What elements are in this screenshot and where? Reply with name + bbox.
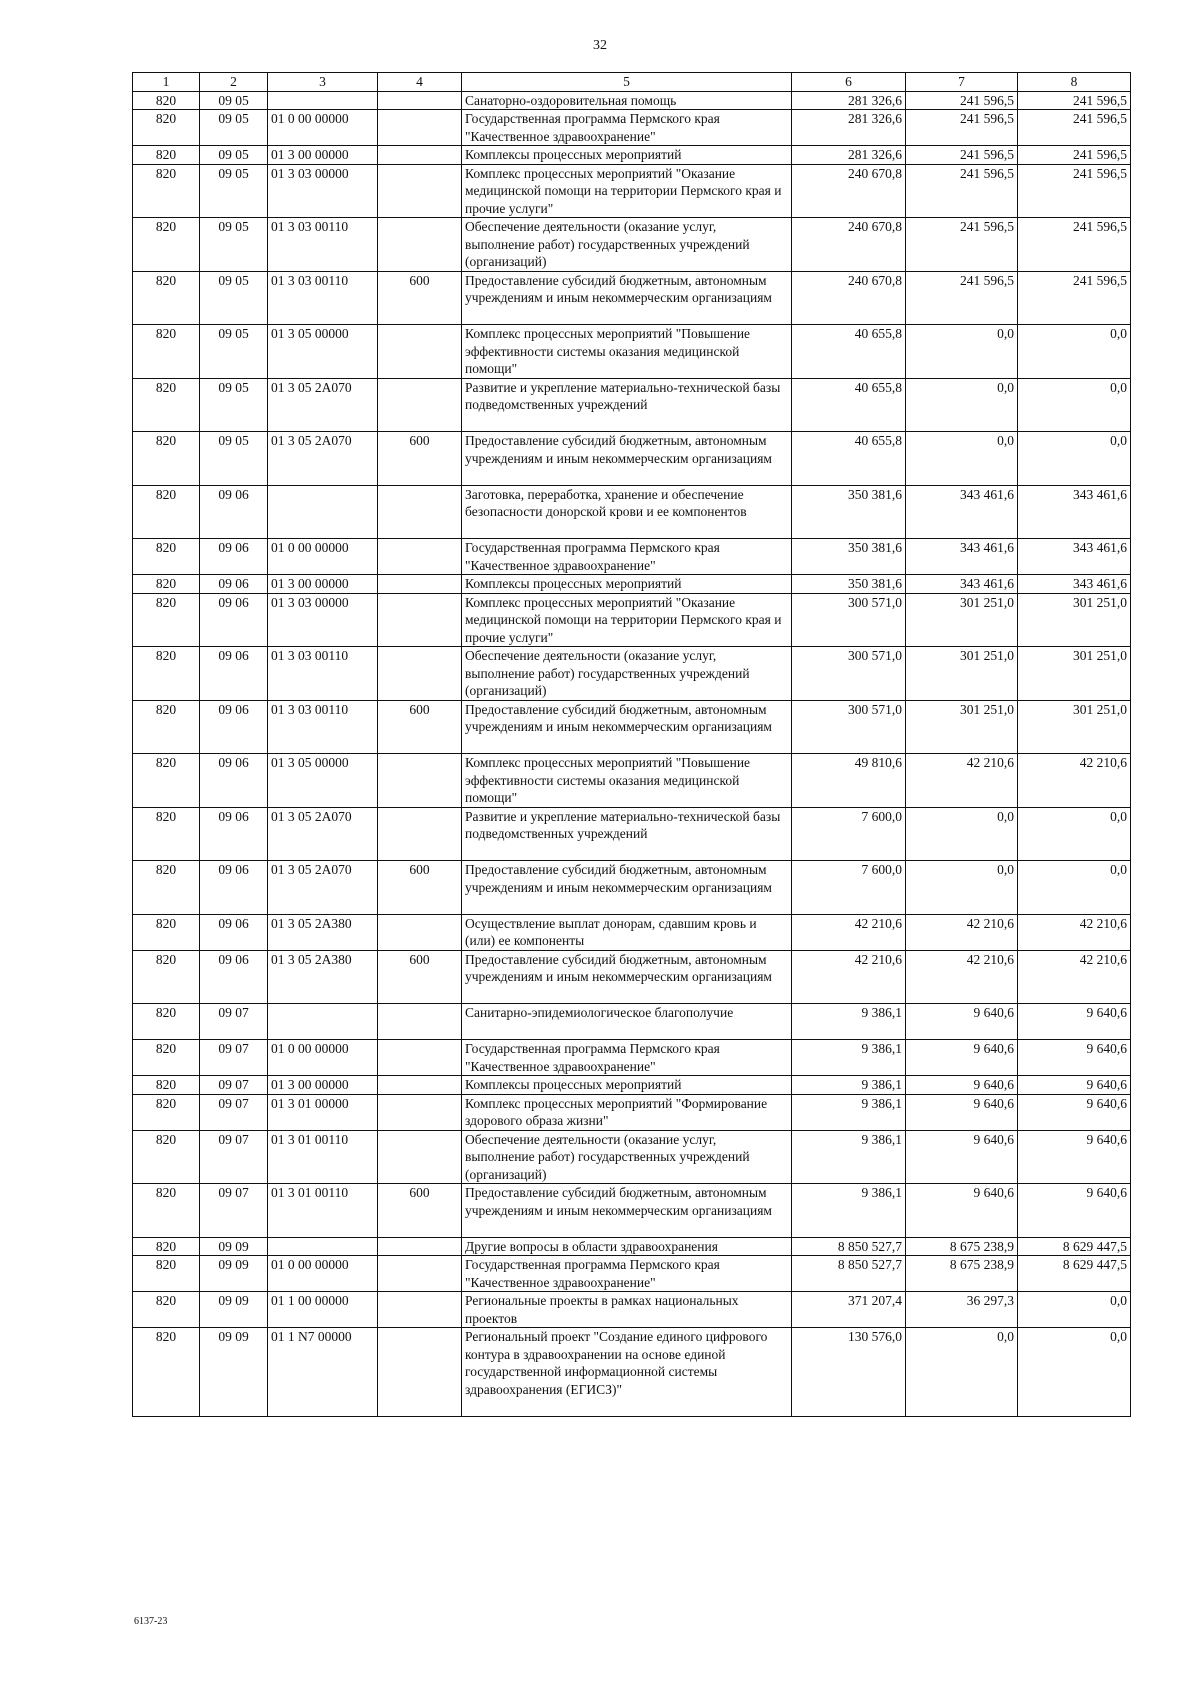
target-article-cell: 01 1 N7 00000 [268, 1328, 378, 1417]
header-row [133, 73, 1131, 92]
description-cell: Комплекс процессных мероприятий "Повышение эффективности системы оказания медицинской помощи" [462, 325, 792, 379]
header-cell: 2 [200, 73, 268, 92]
admin-code-cell: 820 [133, 485, 200, 539]
target-article-cell: 01 0 00 00000 [268, 1040, 378, 1076]
table-row [133, 539, 1131, 575]
section-cell: 09 06 [200, 861, 268, 915]
amount-year2-cell: 343 461,6 [906, 575, 1018, 594]
section-cell: 09 06 [200, 807, 268, 861]
target-article-cell: 01 3 05 00000 [268, 325, 378, 379]
amount-year1-cell: 130 576,0 [792, 1328, 906, 1417]
admin-code-cell: 820 [133, 575, 200, 594]
admin-code-cell: 820 [133, 950, 200, 1004]
admin-code-cell: 820 [133, 1076, 200, 1095]
table-row [133, 593, 1131, 647]
description-cell: Комплексы процессных мероприятий [462, 1076, 792, 1095]
amount-year2-cell: 343 461,6 [906, 485, 1018, 539]
admin-code-cell: 820 [133, 1040, 200, 1076]
section-cell: 09 05 [200, 432, 268, 486]
table-row [133, 1130, 1131, 1184]
description-cell: Региональные проекты в рамках национальных проектов [462, 1292, 792, 1328]
expense-type-cell [378, 485, 462, 539]
description-cell: Комплексы процессных мероприятий [462, 575, 792, 594]
admin-code-cell: 820 [133, 539, 200, 575]
amount-year2-cell: 36 297,3 [906, 1292, 1018, 1328]
amount-year1-cell: 40 655,8 [792, 432, 906, 486]
amount-year1-cell: 281 326,6 [792, 146, 906, 165]
amount-year1-cell: 350 381,6 [792, 485, 906, 539]
section-cell: 09 06 [200, 485, 268, 539]
target-article-cell: 01 3 03 00110 [268, 218, 378, 272]
admin-code-cell: 820 [133, 647, 200, 701]
amount-year3-cell: 42 210,6 [1018, 950, 1131, 1004]
section-cell: 09 05 [200, 91, 268, 110]
description-cell: Предоставление субсидий бюджетным, автономным учреждениям и иным некоммерческим организациям [462, 700, 792, 754]
description-cell: Обеспечение деятельности (оказание услуг, выполнение работ) государственных учреждений (организаций) [462, 647, 792, 701]
amount-year3-cell: 9 640,6 [1018, 1040, 1131, 1076]
description-cell: Санаторно-оздоровительная помощь [462, 91, 792, 110]
description-cell: Комплекс процессных мероприятий "Оказание медицинской помощи на территории Пермского края и прочие услуги" [462, 593, 792, 647]
description-cell: Государственная программа Пермского края "Качественное здравоохранение" [462, 1040, 792, 1076]
amount-year3-cell: 9 640,6 [1018, 1076, 1131, 1095]
amount-year1-cell: 9 386,1 [792, 1076, 906, 1095]
amount-year2-cell: 9 640,6 [906, 1184, 1018, 1238]
amount-year3-cell: 8 629 447,5 [1018, 1237, 1131, 1256]
target-article-cell: 01 3 05 2А380 [268, 950, 378, 1004]
expense-type-cell [378, 110, 462, 146]
amount-year1-cell: 300 571,0 [792, 593, 906, 647]
amount-year1-cell: 240 670,8 [792, 218, 906, 272]
amount-year2-cell: 343 461,6 [906, 539, 1018, 575]
section-cell: 09 06 [200, 539, 268, 575]
section-cell: 09 06 [200, 647, 268, 701]
admin-code-cell: 820 [133, 1184, 200, 1238]
table-row [133, 271, 1131, 325]
amount-year3-cell: 0,0 [1018, 807, 1131, 861]
expense-type-cell [378, 807, 462, 861]
expense-type-cell [378, 754, 462, 808]
section-cell: 09 06 [200, 754, 268, 808]
description-cell: Обеспечение деятельности (оказание услуг, выполнение работ) государственных учреждений (организаций) [462, 218, 792, 272]
target-article-cell: 01 3 01 00000 [268, 1094, 378, 1130]
target-article-cell: 01 3 01 00110 [268, 1130, 378, 1184]
table-row [133, 218, 1131, 272]
amount-year2-cell: 8 675 238,9 [906, 1237, 1018, 1256]
expense-type-cell [378, 218, 462, 272]
expense-type-cell: 600 [378, 271, 462, 325]
target-article-cell: 01 3 05 2А070 [268, 861, 378, 915]
section-cell: 09 07 [200, 1004, 268, 1040]
header-cell: 5 [462, 73, 792, 92]
expense-type-cell [378, 647, 462, 701]
target-article-cell: 01 3 03 00000 [268, 593, 378, 647]
admin-code-cell: 820 [133, 861, 200, 915]
expense-type-cell [378, 1328, 462, 1417]
expense-type-cell [378, 539, 462, 575]
expense-type-cell: 600 [378, 950, 462, 1004]
section-cell: 09 07 [200, 1094, 268, 1130]
amount-year2-cell: 9 640,6 [906, 1094, 1018, 1130]
amount-year1-cell: 240 670,8 [792, 164, 906, 218]
table-row [133, 432, 1131, 486]
amount-year1-cell: 7 600,0 [792, 861, 906, 915]
target-article-cell: 01 0 00 00000 [268, 1256, 378, 1292]
description-cell: Региональный проект "Создание единого цифрового контура в здравоохранении на основе единой государственной информационной системы здравоохранения (ЕГИСЗ)" [462, 1328, 792, 1417]
amount-year3-cell: 0,0 [1018, 861, 1131, 915]
amount-year2-cell: 0,0 [906, 807, 1018, 861]
section-cell: 09 06 [200, 700, 268, 754]
amount-year3-cell: 241 596,5 [1018, 271, 1131, 325]
budget-table [132, 72, 1131, 1417]
table-row [133, 91, 1131, 110]
target-article-cell: 01 3 00 00000 [268, 146, 378, 165]
expense-type-cell: 600 [378, 432, 462, 486]
amount-year1-cell: 281 326,6 [792, 91, 906, 110]
table-row [133, 647, 1131, 701]
page-number: 32 [593, 38, 607, 53]
amount-year2-cell: 241 596,5 [906, 164, 1018, 218]
amount-year3-cell: 9 640,6 [1018, 1004, 1131, 1040]
amount-year3-cell: 301 251,0 [1018, 700, 1131, 754]
admin-code-cell: 820 [133, 754, 200, 808]
amount-year1-cell: 49 810,6 [792, 754, 906, 808]
table-row [133, 914, 1131, 950]
admin-code-cell: 820 [133, 378, 200, 432]
amount-year2-cell: 301 251,0 [906, 700, 1018, 754]
amount-year2-cell: 0,0 [906, 378, 1018, 432]
section-cell: 09 06 [200, 575, 268, 594]
amount-year3-cell: 343 461,6 [1018, 539, 1131, 575]
table-row [133, 1040, 1131, 1076]
expense-type-cell [378, 146, 462, 165]
admin-code-cell: 820 [133, 325, 200, 379]
table-row [133, 807, 1131, 861]
description-cell: Предоставление субсидий бюджетным, автономным учреждениям и иным некоммерческим организациям [462, 1184, 792, 1238]
amount-year1-cell: 7 600,0 [792, 807, 906, 861]
description-cell: Развитие и укрепление материально-технической базы подведомственных учреждений [462, 807, 792, 861]
section-cell: 09 09 [200, 1256, 268, 1292]
amount-year3-cell: 0,0 [1018, 325, 1131, 379]
amount-year3-cell: 241 596,5 [1018, 146, 1131, 165]
amount-year1-cell: 9 386,1 [792, 1130, 906, 1184]
table-row [133, 1292, 1131, 1328]
description-cell: Осуществление выплат донорам, сдавшим кровь и (или) ее компоненты [462, 914, 792, 950]
amount-year2-cell: 9 640,6 [906, 1076, 1018, 1095]
amount-year2-cell: 42 210,6 [906, 950, 1018, 1004]
amount-year3-cell: 241 596,5 [1018, 218, 1131, 272]
description-cell: Заготовка, переработка, хранение и обеспечение безопасности донорской крови и ее компонентов [462, 485, 792, 539]
target-article-cell: 01 3 00 00000 [268, 1076, 378, 1095]
amount-year2-cell: 241 596,5 [906, 218, 1018, 272]
target-article-cell: 01 3 00 00000 [268, 575, 378, 594]
amount-year1-cell: 8 850 527,7 [792, 1256, 906, 1292]
target-article-cell: 01 3 05 2А070 [268, 378, 378, 432]
table-body [133, 91, 1131, 1416]
header-cell: 4 [378, 73, 462, 92]
expense-type-cell [378, 1094, 462, 1130]
target-article-cell: 01 3 05 2А380 [268, 914, 378, 950]
amount-year3-cell: 301 251,0 [1018, 647, 1131, 701]
amount-year3-cell: 9 640,6 [1018, 1130, 1131, 1184]
table-row [133, 700, 1131, 754]
table-row [133, 378, 1131, 432]
expense-type-cell [378, 593, 462, 647]
table-row [133, 754, 1131, 808]
admin-code-cell: 820 [133, 164, 200, 218]
admin-code-cell: 820 [133, 1328, 200, 1417]
amount-year3-cell: 8 629 447,5 [1018, 1256, 1131, 1292]
section-cell: 09 06 [200, 593, 268, 647]
section-cell: 09 05 [200, 218, 268, 272]
amount-year1-cell: 8 850 527,7 [792, 1237, 906, 1256]
section-cell: 09 07 [200, 1130, 268, 1184]
admin-code-cell: 820 [133, 432, 200, 486]
target-article-cell: 01 3 03 00110 [268, 271, 378, 325]
expense-type-cell [378, 378, 462, 432]
amount-year1-cell: 9 386,1 [792, 1040, 906, 1076]
description-cell: Предоставление субсидий бюджетным, автономным учреждениям и иным некоммерческим организациям [462, 861, 792, 915]
amount-year3-cell: 241 596,5 [1018, 91, 1131, 110]
expense-type-cell [378, 1292, 462, 1328]
admin-code-cell: 820 [133, 91, 200, 110]
amount-year3-cell: 241 596,5 [1018, 164, 1131, 218]
amount-year2-cell: 241 596,5 [906, 91, 1018, 110]
admin-code-cell: 820 [133, 1292, 200, 1328]
header-cell: 7 [906, 73, 1018, 92]
header-cell: 8 [1018, 73, 1131, 92]
amount-year1-cell: 240 670,8 [792, 271, 906, 325]
amount-year2-cell: 42 210,6 [906, 754, 1018, 808]
amount-year1-cell: 42 210,6 [792, 914, 906, 950]
section-cell: 09 05 [200, 164, 268, 218]
table-row [133, 575, 1131, 594]
amount-year1-cell: 9 386,1 [792, 1094, 906, 1130]
target-article-cell [268, 1237, 378, 1256]
table-row [133, 1256, 1131, 1292]
expense-type-cell [378, 91, 462, 110]
description-cell: Комплексы процессных мероприятий [462, 146, 792, 165]
section-cell: 09 06 [200, 950, 268, 1004]
admin-code-cell: 820 [133, 593, 200, 647]
amount-year3-cell: 0,0 [1018, 1292, 1131, 1328]
target-article-cell [268, 91, 378, 110]
description-cell: Предоставление субсидий бюджетным, автономным учреждениям и иным некоммерческим организациям [462, 950, 792, 1004]
section-cell: 09 05 [200, 271, 268, 325]
expense-type-cell [378, 575, 462, 594]
target-article-cell: 01 3 05 2А070 [268, 807, 378, 861]
target-article-cell: 01 3 03 00000 [268, 164, 378, 218]
expense-type-cell [378, 164, 462, 218]
expense-type-cell [378, 1040, 462, 1076]
section-cell: 09 06 [200, 914, 268, 950]
admin-code-cell: 820 [133, 700, 200, 754]
table-row [133, 1076, 1131, 1095]
amount-year2-cell: 241 596,5 [906, 146, 1018, 165]
expense-type-cell: 600 [378, 700, 462, 754]
amount-year2-cell: 0,0 [906, 325, 1018, 379]
amount-year3-cell: 42 210,6 [1018, 914, 1131, 950]
document-code: 6137-23 [134, 1616, 168, 1627]
table-row [133, 1004, 1131, 1040]
amount-year1-cell: 9 386,1 [792, 1184, 906, 1238]
amount-year2-cell: 0,0 [906, 861, 1018, 915]
section-cell: 09 07 [200, 1040, 268, 1076]
amount-year1-cell: 281 326,6 [792, 110, 906, 146]
amount-year2-cell: 9 640,6 [906, 1040, 1018, 1076]
section-cell: 09 05 [200, 110, 268, 146]
section-cell: 09 09 [200, 1292, 268, 1328]
amount-year1-cell: 300 571,0 [792, 700, 906, 754]
table-row [133, 1328, 1131, 1417]
expense-type-cell [378, 1130, 462, 1184]
amount-year2-cell: 241 596,5 [906, 110, 1018, 146]
amount-year3-cell: 241 596,5 [1018, 110, 1131, 146]
amount-year2-cell: 42 210,6 [906, 914, 1018, 950]
target-article-cell [268, 485, 378, 539]
description-cell: Другие вопросы в области здравоохранения [462, 1237, 792, 1256]
section-cell: 09 09 [200, 1328, 268, 1417]
target-article-cell [268, 1004, 378, 1040]
amount-year3-cell: 343 461,6 [1018, 575, 1131, 594]
expense-type-cell: 600 [378, 861, 462, 915]
table-row [133, 485, 1131, 539]
amount-year3-cell: 0,0 [1018, 1328, 1131, 1417]
admin-code-cell: 820 [133, 110, 200, 146]
amount-year2-cell: 9 640,6 [906, 1004, 1018, 1040]
amount-year1-cell: 300 571,0 [792, 647, 906, 701]
expense-type-cell [378, 1237, 462, 1256]
admin-code-cell: 820 [133, 1094, 200, 1130]
description-cell: Развитие и укрепление материально-технической базы подведомственных учреждений [462, 378, 792, 432]
amount-year3-cell: 42 210,6 [1018, 754, 1131, 808]
expense-type-cell [378, 1256, 462, 1292]
section-cell: 09 05 [200, 146, 268, 165]
table-row [133, 861, 1131, 915]
target-article-cell: 01 3 03 00110 [268, 700, 378, 754]
description-cell: Комплекс процессных мероприятий "Формирование здорового образа жизни" [462, 1094, 792, 1130]
amount-year1-cell: 42 210,6 [792, 950, 906, 1004]
target-article-cell: 01 3 01 00110 [268, 1184, 378, 1238]
section-cell: 09 05 [200, 378, 268, 432]
table-row [133, 146, 1131, 165]
amount-year1-cell: 40 655,8 [792, 325, 906, 379]
table-row [133, 950, 1131, 1004]
description-cell: Предоставление субсидий бюджетным, автономным учреждениям и иным некоммерческим организациям [462, 271, 792, 325]
amount-year2-cell: 301 251,0 [906, 647, 1018, 701]
target-article-cell: 01 3 03 00110 [268, 647, 378, 701]
expense-type-cell [378, 325, 462, 379]
description-cell: Государственная программа Пермского края "Качественное здравоохранение" [462, 539, 792, 575]
amount-year2-cell: 0,0 [906, 432, 1018, 486]
amount-year2-cell: 9 640,6 [906, 1130, 1018, 1184]
amount-year3-cell: 0,0 [1018, 432, 1131, 486]
amount-year3-cell: 0,0 [1018, 378, 1131, 432]
admin-code-cell: 820 [133, 146, 200, 165]
expense-type-cell [378, 1076, 462, 1095]
amount-year3-cell: 9 640,6 [1018, 1094, 1131, 1130]
target-article-cell: 01 3 05 00000 [268, 754, 378, 808]
amount-year1-cell: 40 655,8 [792, 378, 906, 432]
admin-code-cell: 820 [133, 271, 200, 325]
amount-year1-cell: 9 386,1 [792, 1004, 906, 1040]
section-cell: 09 05 [200, 325, 268, 379]
admin-code-cell: 820 [133, 1130, 200, 1184]
table-row [133, 1094, 1131, 1130]
expense-type-cell [378, 914, 462, 950]
description-cell: Санитарно-эпидемиологическое благополучие [462, 1004, 792, 1040]
description-cell: Государственная программа Пермского края "Качественное здравоохранение" [462, 1256, 792, 1292]
header-cell: 1 [133, 73, 200, 92]
target-article-cell: 01 0 00 00000 [268, 539, 378, 575]
section-cell: 09 07 [200, 1184, 268, 1238]
table-row [133, 325, 1131, 379]
amount-year3-cell: 343 461,6 [1018, 485, 1131, 539]
amount-year1-cell: 350 381,6 [792, 575, 906, 594]
description-cell: Предоставление субсидий бюджетным, автономным учреждениям и иным некоммерческим организациям [462, 432, 792, 486]
expense-type-cell [378, 1004, 462, 1040]
section-cell: 09 09 [200, 1237, 268, 1256]
admin-code-cell: 820 [133, 914, 200, 950]
amount-year1-cell: 350 381,6 [792, 539, 906, 575]
table-row [133, 1237, 1131, 1256]
amount-year3-cell: 301 251,0 [1018, 593, 1131, 647]
description-cell: Государственная программа Пермского края "Качественное здравоохранение" [462, 110, 792, 146]
admin-code-cell: 820 [133, 1004, 200, 1040]
section-cell: 09 07 [200, 1076, 268, 1095]
target-article-cell: 01 1 00 00000 [268, 1292, 378, 1328]
amount-year3-cell: 9 640,6 [1018, 1184, 1131, 1238]
admin-code-cell: 820 [133, 218, 200, 272]
header-cell: 6 [792, 73, 906, 92]
table-row [133, 110, 1131, 146]
amount-year2-cell: 301 251,0 [906, 593, 1018, 647]
admin-code-cell: 820 [133, 1256, 200, 1292]
header-cell: 3 [268, 73, 378, 92]
description-cell: Комплекс процессных мероприятий "Оказание медицинской помощи на территории Пермского края и прочие услуги" [462, 164, 792, 218]
amount-year2-cell: 8 675 238,9 [906, 1256, 1018, 1292]
amount-year1-cell: 371 207,4 [792, 1292, 906, 1328]
description-cell: Комплекс процессных мероприятий "Повышение эффективности системы оказания медицинской помощи" [462, 754, 792, 808]
amount-year2-cell: 241 596,5 [906, 271, 1018, 325]
table-row [133, 164, 1131, 218]
target-article-cell: 01 3 05 2А070 [268, 432, 378, 486]
amount-year2-cell: 0,0 [906, 1328, 1018, 1417]
description-cell: Обеспечение деятельности (оказание услуг, выполнение работ) государственных учреждений (организаций) [462, 1130, 792, 1184]
admin-code-cell: 820 [133, 807, 200, 861]
target-article-cell: 01 0 00 00000 [268, 110, 378, 146]
admin-code-cell: 820 [133, 1237, 200, 1256]
expense-type-cell: 600 [378, 1184, 462, 1238]
table-row [133, 1184, 1131, 1238]
